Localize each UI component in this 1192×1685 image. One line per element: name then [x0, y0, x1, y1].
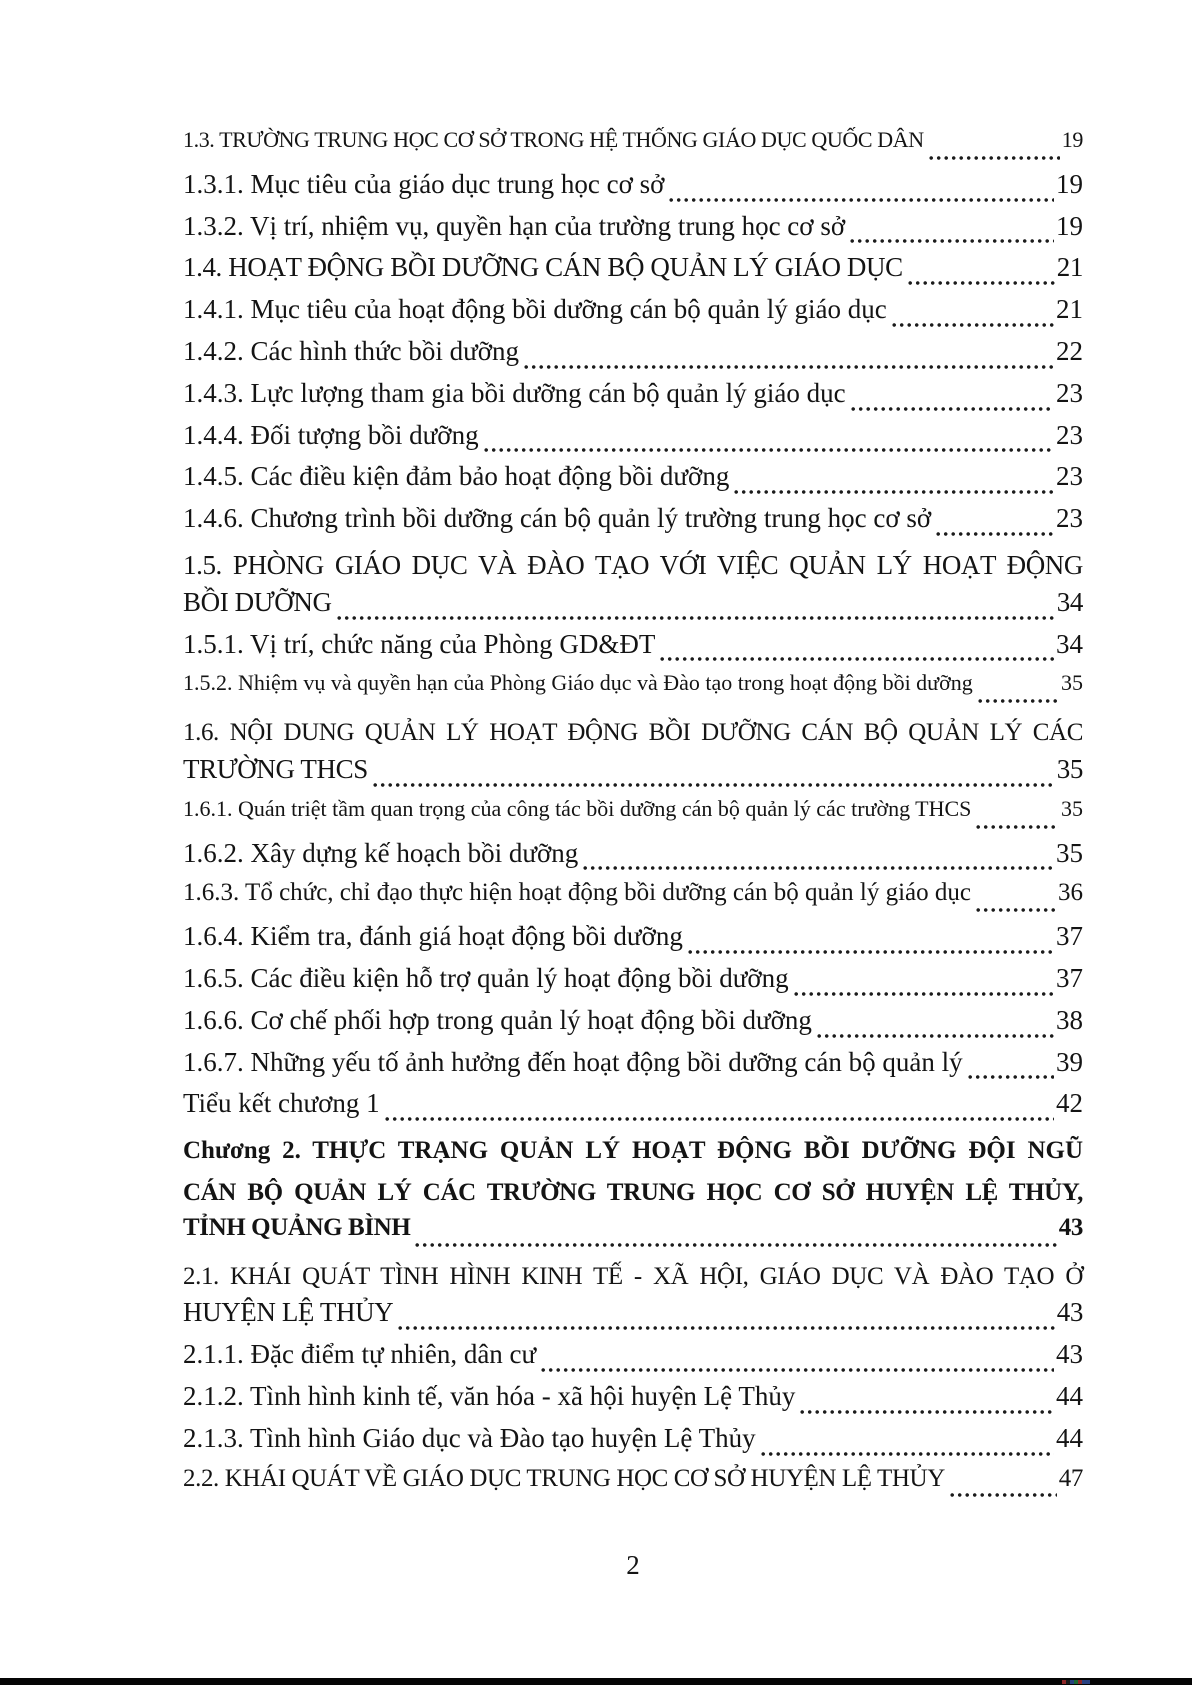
toc-page-number: 21	[1056, 294, 1083, 325]
dot-leader	[892, 322, 1054, 328]
toc-entry-text: 2.1.1. Đặc điểm tự nhiên, dân cư	[183, 1339, 537, 1370]
toc-page-number: 42	[1056, 1088, 1083, 1119]
toc-page-number: 34	[1056, 586, 1083, 617]
toc-entry-text: 1.3.2. Vị trí, nhiệm vụ, quyền hạn của trường trung học cơ sở	[183, 210, 846, 241]
toc-entry-text: 1.4.6. Chương trình bồi dưỡng cán bộ quản lý trường trung học cơ sở	[183, 503, 932, 534]
toc-page-number: 47	[1058, 1464, 1083, 1492]
toc-page-number: 35	[1056, 753, 1083, 784]
dot-leader	[976, 824, 1059, 830]
toc-entry-text: 2.2. KHÁI QUÁT VỀ GIÁO DỤC TRUNG HỌC CƠ SỞ HUYỆN LỆ THỦY	[183, 1464, 945, 1492]
toc-page-number: 35	[1061, 670, 1083, 696]
toc-page-number: 38	[1056, 1004, 1083, 1035]
toc-entry-text: 2.1.2. Tình hình kinh tế, văn hóa - xã hội huyện Lệ Thủy	[183, 1380, 796, 1411]
dot-leader	[936, 531, 1054, 537]
dot-leader	[373, 782, 1055, 788]
toc-page-number: 35	[1056, 837, 1083, 868]
toc-entry-text: 1.3.1. Mục tiêu của giáo dục trung học cơ sở	[183, 168, 665, 199]
dot-leader	[688, 949, 1054, 955]
toc-page-number: 23	[1056, 419, 1083, 450]
dot-leader	[541, 1367, 1054, 1373]
toc-entry-line	[183, 420, 1083, 462]
toc-entry-line	[183, 838, 1083, 880]
toc-entry-line	[183, 1423, 1083, 1465]
table-of-contents	[183, 127, 1083, 1506]
toc-entry-line	[183, 294, 1083, 336]
toc-entry-text: 1.4.1. Mục tiêu của hoạt động bồi dưỡng cán bộ quản lý giáo dục	[183, 294, 887, 325]
toc-entry-text: 1.6.1. Quán triệt tầm quan trọng của công tác bồi dưỡng cán bộ quản lý các trường THCS	[183, 795, 972, 821]
toc-page-number: 43	[1056, 1339, 1083, 1370]
dot-leader	[817, 1033, 1054, 1039]
dot-leader	[976, 907, 1056, 913]
toc-entry-line	[183, 963, 1083, 1005]
toc-entry-line	[183, 879, 1083, 921]
toc-entry-text: 1.6.4. Kiểm tra, đánh giá hoạt động bồi dưỡng	[183, 921, 683, 952]
toc-page-number: 23	[1056, 461, 1083, 492]
toc-entry-line	[183, 921, 1083, 963]
toc-page-number: 37	[1056, 921, 1083, 952]
toc-entry-line	[183, 1381, 1083, 1423]
dot-leader	[761, 1451, 1054, 1457]
toc-entry-line	[183, 587, 1083, 629]
toc-entry-text: HUYỆN LỆ THỦY	[183, 1297, 394, 1328]
toc-page-number: 44	[1056, 1380, 1083, 1411]
toc-entry-text: 2.1.3. Tình hình Giáo dục và Đào tạo huyện Lệ Thủy	[183, 1422, 756, 1453]
toc-entry-line	[183, 1088, 1083, 1130]
toc-entry-line: Chương 2. THỰC TRẠNG QUẢN LÝ HOẠT ĐỘNG BỒI DƯỠNG ĐỘI NGŨ	[183, 1137, 1083, 1165]
toc-page-number: 23	[1056, 377, 1083, 408]
toc-page-number: 34	[1056, 628, 1083, 659]
toc-entry-line: 1.6. NỘI DUNG QUẢN LÝ HOẠT ĐỘNG BỒI DƯỠNG CÁN BỘ QUẢN LÝ CÁC	[183, 719, 1083, 747]
toc-entry-text: 1.6.5. Các điều kiện hỗ trợ quản lý hoạt động bồi dưỡng	[183, 962, 789, 993]
toc-entry-line	[183, 1339, 1083, 1381]
toc-entry-text: 1.5.2. Nhiệm vụ và quyền hạn của Phòng Giáo dục và Đào tạo trong hoạt động bồi dưỡng	[183, 670, 973, 696]
toc-page-number: 43	[1056, 1297, 1083, 1328]
toc-entry-text: 1.6.2. Xây dựng kế hoạch bồi dưỡng	[183, 837, 579, 868]
toc-entry-text: BỒI DƯỠNG	[183, 586, 332, 617]
toc-entry-line	[183, 127, 1083, 169]
toc-entry-line	[183, 1047, 1083, 1089]
toc-entry-line	[183, 1005, 1083, 1047]
toc-entry-line: CÁN BỘ QUẢN LÝ CÁC TRƯỜNG TRUNG HỌC CƠ SỞ HUYỆN LỆ THỦY,	[183, 1178, 1083, 1206]
toc-entry-line	[183, 796, 1083, 838]
toc-entry-text: 1.6.7. Những yếu tố ảnh hưởng đến hoạt động bồi dưỡng cán bộ quản lý	[183, 1046, 963, 1077]
toc-entry-line	[183, 629, 1083, 671]
toc-entry-line	[183, 1465, 1083, 1507]
toc-page-number: 19	[1056, 168, 1083, 199]
toc-entry-line	[183, 1214, 1083, 1256]
scan-bottom-edge	[0, 1678, 1192, 1685]
dot-leader	[415, 1242, 1056, 1248]
toc-entry-line	[183, 754, 1083, 796]
dot-leader	[669, 197, 1054, 203]
toc-entry-text: TỈNH QUẢNG BÌNH	[183, 1213, 411, 1241]
dot-leader	[583, 865, 1054, 871]
dot-leader	[398, 1325, 1055, 1331]
toc-entry-text: 1.6.6. Cơ chế phối hợp trong quản lý hoạt động bồi dưỡng	[183, 1004, 812, 1035]
toc-entry-line	[183, 503, 1083, 545]
toc-page-number: 23	[1056, 503, 1083, 534]
dot-leader	[851, 406, 1054, 412]
toc-page-number: 19	[1061, 127, 1083, 152]
toc-page-number: 44	[1056, 1422, 1083, 1453]
toc-page-number: 43	[1058, 1213, 1083, 1241]
dot-leader	[968, 1074, 1054, 1080]
dot-leader	[978, 698, 1059, 704]
dot-leader	[794, 991, 1054, 997]
toc-entry-line	[183, 211, 1083, 253]
toc-entry-line: 1.5. PHÒNG GIÁO DỤC VÀ ĐÀO TẠO VỚI VIỆC QUẢN LÝ HOẠT ĐỘNG	[183, 549, 1083, 580]
toc-entry-text: 1.4. HOẠT ĐỘNG BỒI DƯỠNG CÁN BỘ QUẢN LÝ GIÁO DỤC	[183, 252, 903, 283]
toc-entry-line	[183, 1297, 1083, 1339]
toc-entry-text: 1.4.4. Đối tượng bồi dưỡng	[183, 419, 479, 450]
toc-page-number: 22	[1056, 335, 1083, 366]
toc-entry-line	[183, 670, 1083, 712]
dot-leader	[385, 1116, 1054, 1122]
page-number: 2	[626, 1550, 640, 1580]
dot-leader	[950, 1492, 1057, 1498]
toc-entry-text: 1.3. TRƯỜNG TRUNG HỌC CƠ SỞ TRONG HỆ THỐNG GIÁO DỤC QUỐC DÂN	[183, 127, 924, 152]
toc-entry-line	[183, 378, 1083, 420]
toc-entry-line	[183, 461, 1083, 503]
dot-leader	[484, 447, 1054, 453]
dot-leader	[524, 364, 1054, 370]
dot-leader	[660, 656, 1054, 662]
toc-entry-text: TRƯỜNG THCS	[183, 753, 368, 784]
dot-leader	[800, 1409, 1054, 1415]
toc-entry-line	[183, 336, 1083, 378]
toc-page-number: 37	[1056, 962, 1083, 993]
toc-entry-line	[183, 169, 1083, 211]
toc-page-number: 36	[1058, 879, 1083, 907]
toc-page-number: 39	[1056, 1046, 1083, 1077]
toc-entry-line: 2.1. KHÁI QUÁT TÌNH HÌNH KINH TẾ - XÃ HỘI, GIÁO DỤC VÀ ĐÀO TẠO Ở	[183, 1262, 1083, 1290]
toc-page-number: 21	[1056, 252, 1083, 283]
toc-entry-text: 1.4.3. Lực lượng tham gia bồi dưỡng cán bộ quản lý giáo dục	[183, 377, 846, 408]
toc-page-number: 19	[1056, 210, 1083, 241]
toc-page-number: 35	[1061, 795, 1083, 821]
dot-leader	[908, 280, 1055, 286]
toc-entry-text: Tiểu kết chương 1	[183, 1088, 380, 1119]
toc-entry-line	[183, 252, 1083, 294]
dot-leader	[929, 155, 1060, 161]
toc-entry-text: 1.4.2. Các hình thức bồi dưỡng	[183, 335, 520, 366]
toc-entry-text: 1.4.5. Các điều kiện đảm bảo hoạt động bồi dưỡng	[183, 461, 730, 492]
scan-artifact-speck	[1062, 1680, 1090, 1684]
toc-entry-text: 1.6.3. Tổ chức, chỉ đạo thực hiện hoạt động bồi dưỡng cán bộ quản lý giáo dục	[183, 879, 971, 907]
dot-leader	[734, 489, 1054, 495]
dot-leader	[850, 238, 1054, 244]
dot-leader	[337, 615, 1055, 621]
toc-entry-text: 1.5.1. Vị trí, chức năng của Phòng GD&ĐT	[183, 628, 656, 659]
